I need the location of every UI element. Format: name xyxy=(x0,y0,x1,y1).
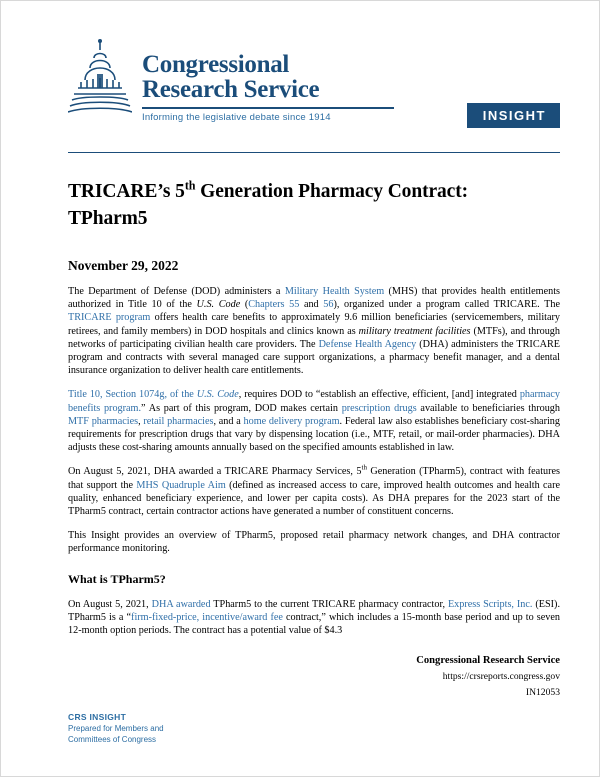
body-text: offers health care benefits to approximately 9.6 million beneficiaries (servicemembers, military retirees, and family members) in DOD hospitals and clinics known as xyxy=(68,312,561,337)
footer-prepared-line1: Prepared for Members and xyxy=(68,724,164,733)
inline-link[interactable]: pharmacy benefits program. xyxy=(68,389,560,414)
footer-right xyxy=(240,655,560,698)
org-name-line1: Congressional xyxy=(142,51,290,78)
paragraph-3 xyxy=(68,465,560,518)
footer-prepared-line2: Committees of Congress xyxy=(68,734,157,744)
inline-link[interactable]: MTF pharmacies xyxy=(68,415,139,427)
inline-link[interactable]: TRICARE program xyxy=(68,312,151,324)
header-divider xyxy=(68,152,560,153)
body-text: (MTFs), and through networks of participating civilian health care providers. The xyxy=(68,325,560,350)
inline-link[interactable]: Express Scripts, Inc. xyxy=(447,598,533,610)
section-heading: What is TPharm5? xyxy=(68,571,166,586)
inline-link[interactable]: U.S. Code xyxy=(196,389,239,401)
body-text: contract,” which includes a 15-month base period and up to seven 12-month option periods. The contract has a potential value of $4.3 xyxy=(68,611,560,637)
footer-left xyxy=(68,712,164,745)
body-text: ( xyxy=(240,299,249,311)
page-title xyxy=(68,178,560,232)
body-text: (defined as increased access to care, improved health outcomes and health care quality, enhanced beneficiary experience, and lower per capita costs). As DHA prepares for the 2023 start of the TPharm5 contract, certain contractor actions have generated a number of constituent concerns. xyxy=(68,479,560,518)
inline-link[interactable]: home delivery program xyxy=(243,415,340,427)
document-header xyxy=(0,0,600,150)
body-text: ” As part of this program, DOD makes certain xyxy=(141,402,342,414)
body-text: (DHA) administers the TRICARE program and contracts with several managed care support organizations, a pharmacy benefit manager, and a dental insurance organization to deliver health care entitlements. xyxy=(68,338,560,377)
body-text: On August 5, 2021, xyxy=(68,598,152,610)
footer-url[interactable]: https://crsreports.congress.gov xyxy=(442,671,560,682)
body-text: , xyxy=(138,415,144,427)
superscript-text: th xyxy=(361,465,367,473)
org-tagline: Informing the legislative debate since 1914 xyxy=(142,112,331,123)
body-text: This Insight provides an overview of TPharm5, proposed retail pharmacy network changes, and DHA contractor performance monitoring. xyxy=(68,530,560,555)
body-text: and xyxy=(299,299,324,311)
title-line2: TPharm5 xyxy=(68,208,148,229)
body-text: available to beneficiaries through xyxy=(416,402,560,414)
body-text: The Department of Defense (DOD) administers a xyxy=(68,286,285,297)
inline-link[interactable]: Chapters 55 xyxy=(248,299,300,311)
logo-divider xyxy=(142,107,394,109)
body-text: ), organized under a program called TRICARE. The xyxy=(333,299,560,311)
inline-link[interactable]: Defense Health Agency xyxy=(318,338,417,350)
org-name-line2: Research Service xyxy=(142,76,320,103)
capitol-dome-icon xyxy=(68,38,132,120)
body-text: , and a xyxy=(213,415,244,427)
inline-link[interactable]: prescription drugs xyxy=(341,402,417,414)
body-text: . Federal law also establishes beneficiary cost-sharing requirements for prescription drugs that vary by dispensing location (i.e., MTF, retail, or mail-order pharmacies). DHA adjusts these cost-sharing amounts annually based on the specified amounts established in law. xyxy=(68,415,560,454)
title-superscript: th xyxy=(184,178,196,193)
section-paragraph-1 xyxy=(68,598,560,638)
inline-link[interactable]: firm-fixed-price, incentive/award fee xyxy=(131,611,283,623)
emphasis-text: military treatment facilities xyxy=(358,325,471,337)
footer-org-name: Congressional Research Service xyxy=(416,655,560,666)
inline-link[interactable]: 56 xyxy=(323,299,334,311)
body-text: TPharm5 to the current TRICARE pharmacy contractor, xyxy=(210,598,448,610)
body-text: On August 5, 2021, DHA awarded a TRICARE Pharmacy Services, 5 xyxy=(68,466,362,478)
inline-link[interactable]: MHS Quadruple Aim xyxy=(136,479,226,491)
title-main: TRICARE’s 5 xyxy=(68,181,185,202)
publication-date: November 29, 2022 xyxy=(68,258,179,273)
paragraph-2 xyxy=(68,388,560,454)
body-text: Generation (TPharm5), contract with features that support the xyxy=(68,466,560,491)
paragraph-1 xyxy=(68,285,560,377)
document-body xyxy=(0,178,600,637)
paragraph-4 xyxy=(68,529,560,555)
inline-link[interactable]: DHA awarded xyxy=(151,598,211,610)
inline-link[interactable]: retail pharmacies xyxy=(143,415,214,427)
crs-logo xyxy=(68,38,394,123)
title-rest: Generation Pharmacy Contract: xyxy=(195,181,469,202)
body-text: (MHS) that provides health entitlements authorized in Title 10 of the xyxy=(68,286,560,311)
body-text: (ESI). TPharm5 is a “ xyxy=(68,598,560,623)
emphasis-text: U.S. Code xyxy=(196,299,241,311)
footer-crs-insight-label: CRS INSIGHT xyxy=(68,712,127,722)
inline-link[interactable]: Title 10, Section 1074g, of the xyxy=(68,389,197,401)
insight-badge: INSIGHT xyxy=(467,103,560,128)
footer-report-id: IN12053 xyxy=(525,687,560,698)
body-text: , requires DOD to “establish an effective, efficient, [and] integrated xyxy=(238,389,520,401)
inline-link[interactable]: Military Health System xyxy=(284,286,385,297)
